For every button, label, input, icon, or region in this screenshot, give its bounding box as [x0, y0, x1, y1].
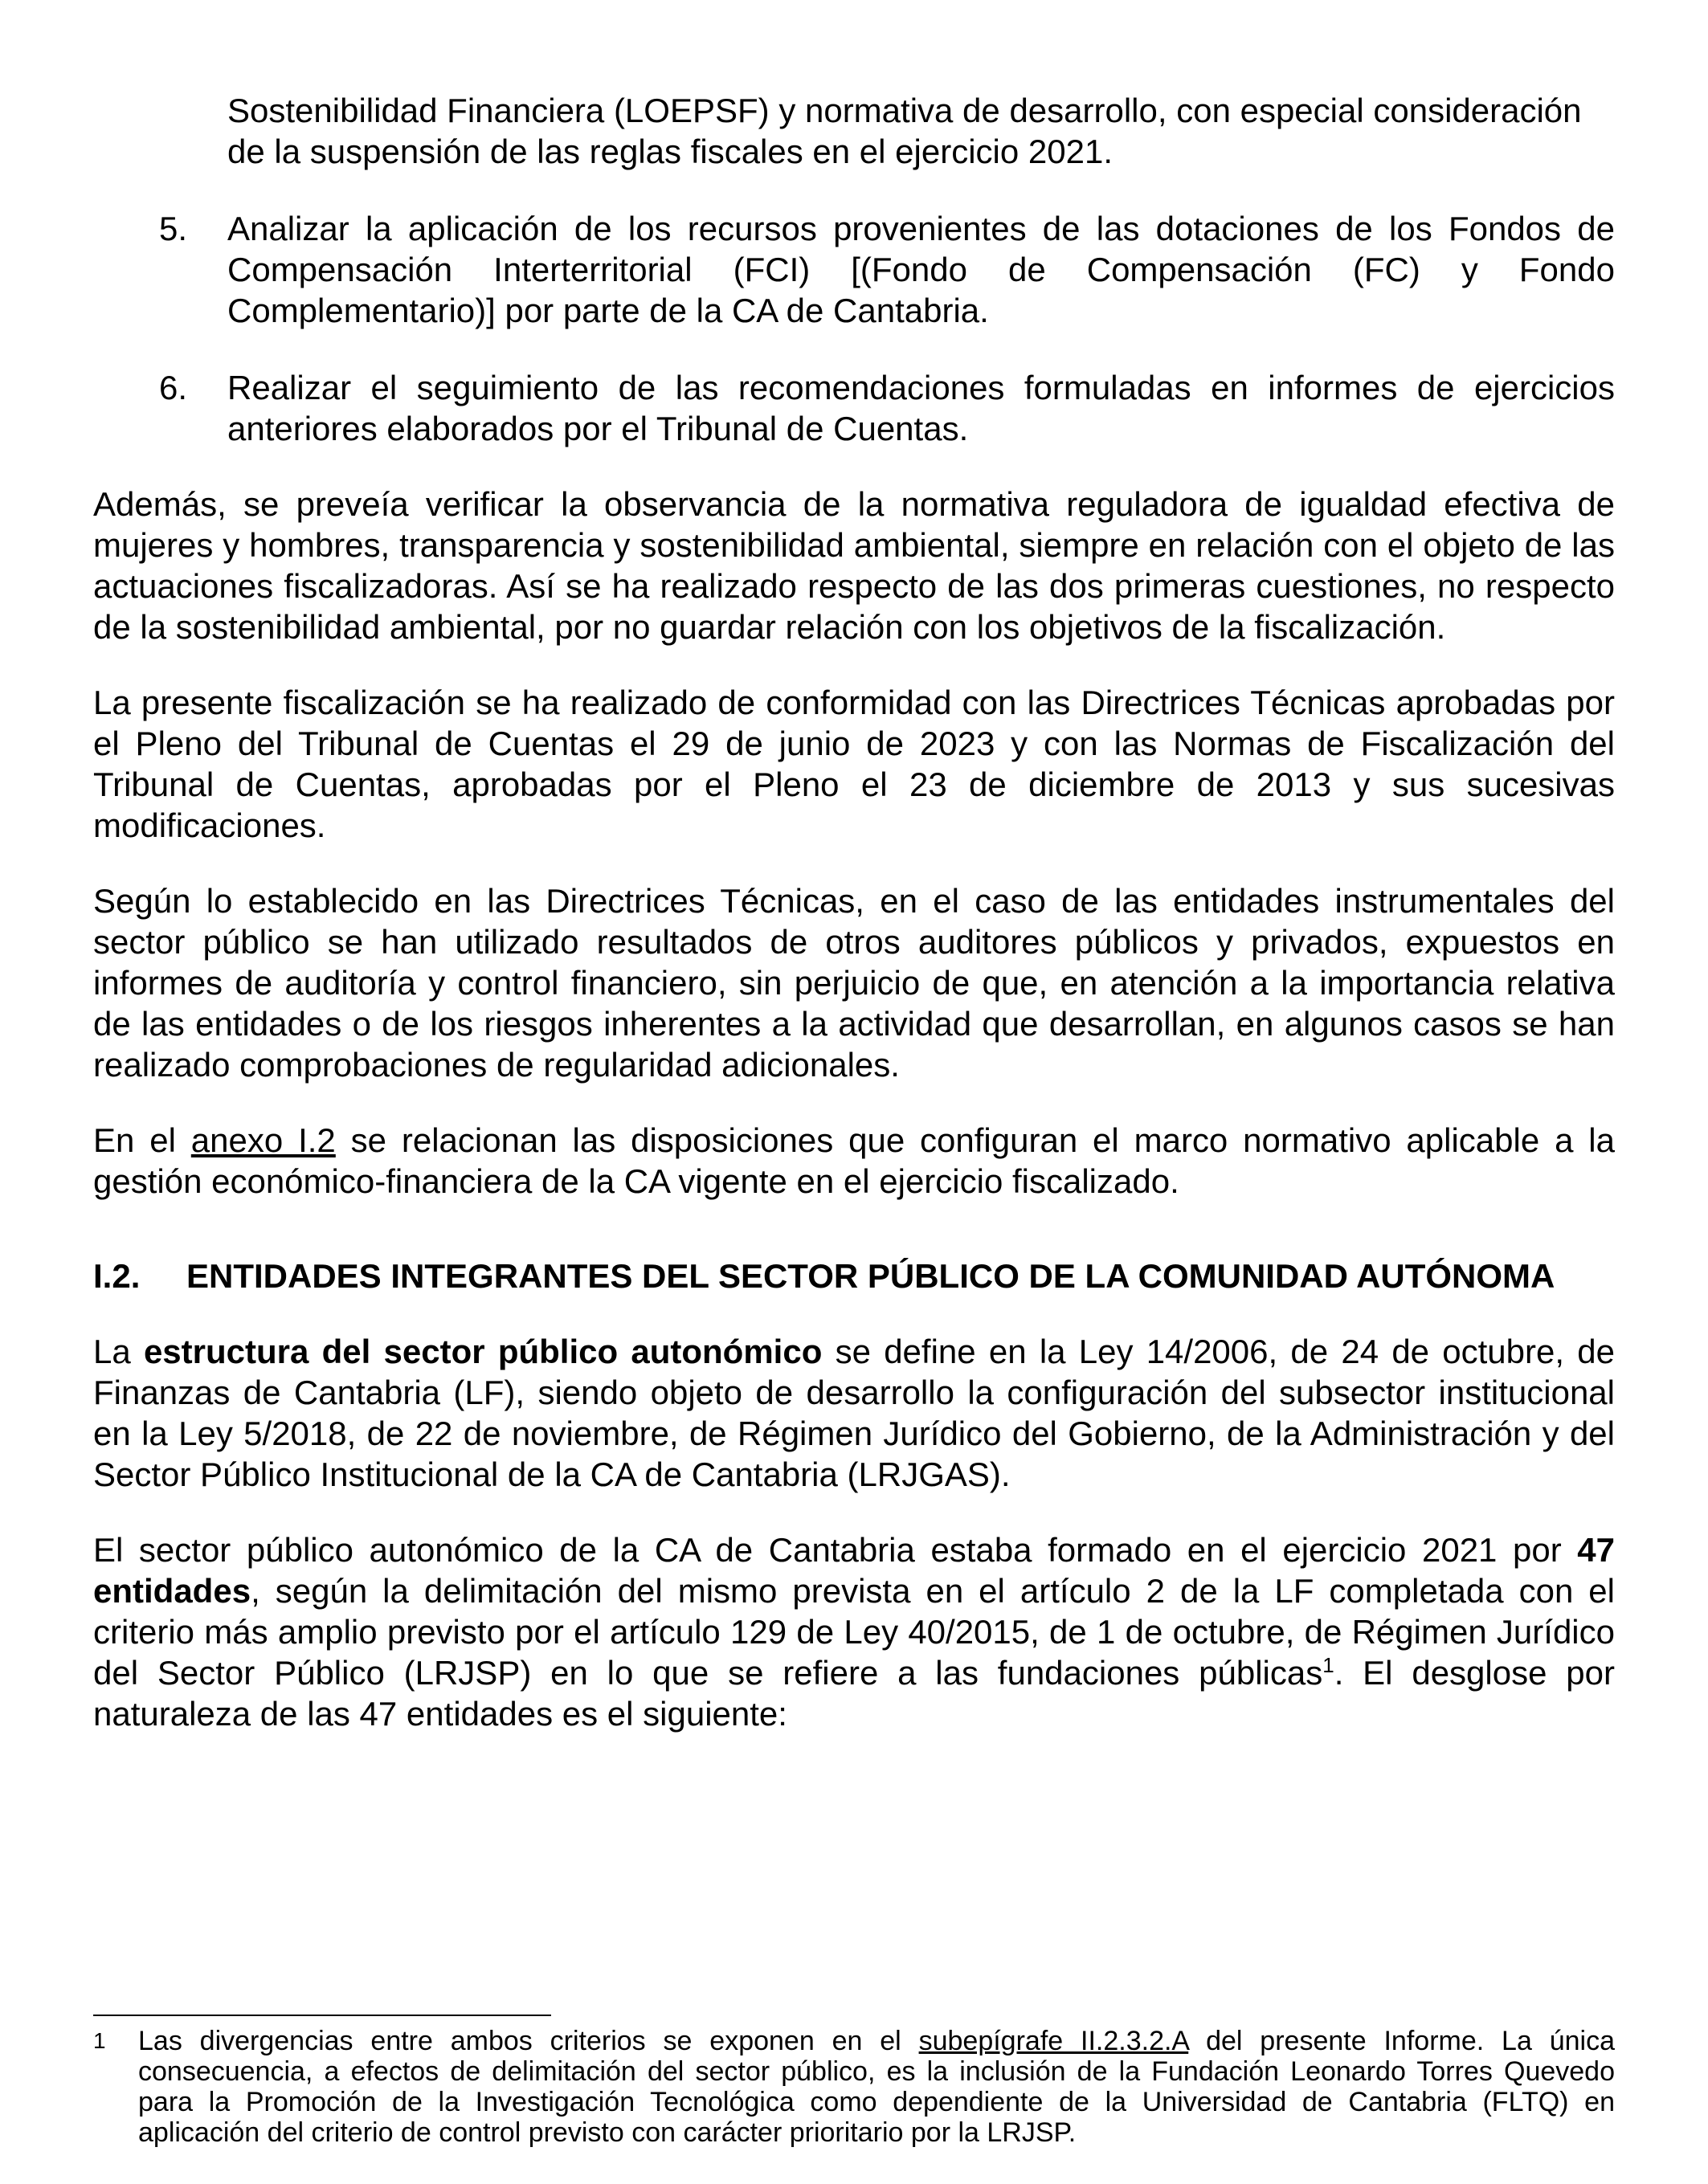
paragraph-anexo-before: En el [93, 1121, 191, 1159]
paragraph-entidades-bold: 47 entidades [93, 1531, 1615, 1610]
paragraph-entidades-after: . El desglose por naturaleza de las 47 entidades es el siguiente: [93, 1654, 1615, 1733]
list-item [93, 208, 1615, 331]
footnote-after: del presente Informe. La única consecuencia, a efectos de delimitación del sector público, es la inclusión de la Fundación Leonardo Torres Quevedo para la Promoción de la Investigación Tecnológica como dependiente de la Universidad de Cantabria (FLTQ) en aplicación del criterio de control previsto con carácter prioritario por la LRJSP. [138, 2026, 1615, 2148]
paragraph-entidades-before: El sector público autonómico de la CA de Cantabria estaba formado en el ejercicio 2021 por [93, 1531, 1578, 1569]
paragraph-entidades-middle: , según la delimitación del mismo prevista en el artículo 2 de la LF completada con el criterio más amplio previsto por el artículo 129 de Ley 40/2015, de 1 de octubre, de Régimen Jurídico del Sector Público (LRJSP) en lo que se refiere a las fundaciones públicas [93, 1572, 1615, 1692]
document-page [93, 90, 1615, 1734]
paragraph-estructura-before: La [93, 1333, 144, 1370]
continuation-line-1: Sostenibilidad Financiera (LOEPSF) y normativa de desarrollo, con especial consideración [227, 92, 1582, 129]
anexo-link[interactable]: anexo I.2 [190, 1121, 336, 1159]
footnote [93, 2026, 1615, 2148]
section-number: I.2. [93, 1257, 141, 1295]
paragraph-estructura-after: se define en la Ley 14/2006, de 24 de octubre, de Finanzas de Cantabria (LF), siendo objeto de desarrollo la configuración del subsector institucional en la Ley 5/2018, de 22 de noviembre, de Régimen Jurídico del Gobierno, de la Administración y del Sector Público Institucional de la CA de Cantabria (LRJGAS). [93, 1333, 1615, 1493]
list-item-text: Realizar el seguimiento de las recomendaciones formuladas en informes de ejercicios anteriores elaborados por el Tribunal de Cuentas. [227, 369, 1615, 447]
list-item [93, 367, 1615, 449]
paragraph-directrices: La presente fiscalización se ha realizado de conformidad con las Directrices Técnicas aprobadas por el Pleno del Tribunal de Cuentas el 29 de junio de 2023 y con las Normas de Fiscalización del Tribunal de Cuentas, aprobadas por el Pleno el 23 de diciembre de 2013 y sus sucesivas modificaciones. [93, 684, 1615, 844]
section-title: ENTIDADES INTEGRANTES DEL SECTOR PÚBLICO DE LA COMUNIDAD AUTÓNOMA [186, 1257, 1555, 1295]
paragraph-entidades [93, 1529, 1615, 1734]
list-continuation [93, 90, 1615, 172]
list-item-text: Analizar la aplicación de los recursos provenientes de las dotaciones de los Fondos de Compensación Interterritorial (FCI) [(Fondo de Compensación (FC) y Fondo Complementario)] por parte de la CA de Cantabria. [227, 210, 1615, 329]
continuation-line-2: de la suspensión de las reglas fiscales en el ejercicio 2021. [227, 133, 1113, 170]
subepigrafe-link[interactable]: subepígrafe II.2.3.2.A [918, 2026, 1189, 2056]
list-item-number: 6. [159, 369, 188, 406]
list-item-number: 5. [159, 210, 188, 247]
paragraph-estructura [93, 1331, 1615, 1495]
paragraph-anexo-after: se relacionan las disposiciones que configuran el marco normativo aplicable a la gestión económico-financiera de la CA vigente en el ejercicio fiscalizado. [93, 1121, 1615, 1200]
paragraph-estructura-bold: estructura del sector público autonómico [143, 1333, 823, 1370]
paragraph-auditores: Según lo establecido en las Directrices Técnicas, en el caso de las entidades instrumentales del sector público se han utilizado resultados de otros auditores públicos y privados, expuestos en informes de auditoría y control financiero, sin perjuicio de que, en atención a la importancia relativa de las entidades o de los riesgos inherentes a la actividad que desarrollan, en algunos casos se han realizado comprobaciones de regularidad adicionales. [93, 882, 1615, 1084]
footnote-reference[interactable]: 1 [1322, 1653, 1334, 1677]
footnote-text [93, 2026, 1615, 2148]
section-heading [93, 1255, 1615, 1296]
paragraph-igualdad: Además, se preveía verificar la observancia de la normativa reguladora de igualdad efectiva de mujeres y hombres, transparencia y sostenibilidad ambiental, siempre en relación con el objeto de las actuaciones fiscalizadoras. Así se ha realizado respecto de las dos primeras cuestiones, no respecto de la sostenibilidad ambiental, por no guardar relación con los objetivos de la fiscalización. [93, 485, 1615, 646]
footnote-separator [93, 2015, 551, 2016]
footnote-before: Las divergencias entre ambos criterios se exponen en el [138, 2026, 919, 2056]
footnote-mark: 1 [93, 2028, 106, 2053]
paragraph-anexo [93, 1120, 1615, 1202]
